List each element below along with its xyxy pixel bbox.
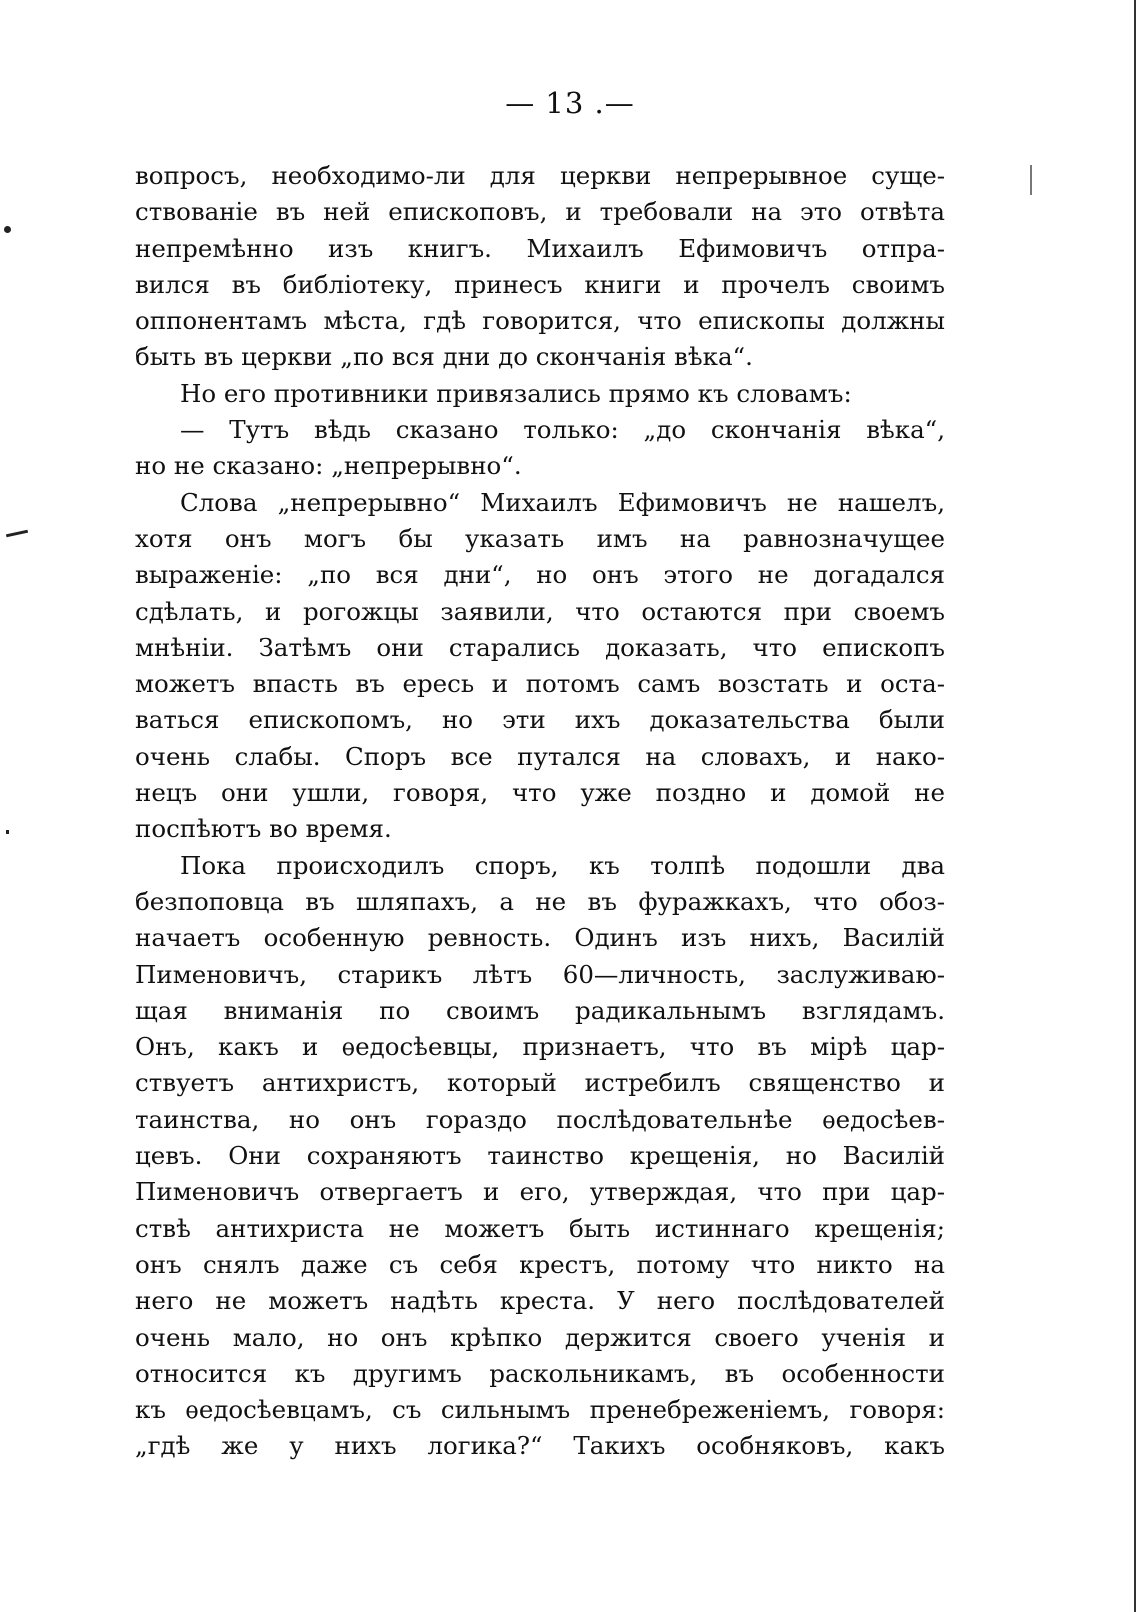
text-line: ствуетъ антихристъ, который истребилъ священство и xyxy=(135,1068,945,1098)
text-line: ствѣ антихриста не можетъ быть истиннаго крещенія; xyxy=(135,1213,945,1243)
text-line: Слова „непрерывно“ Михаилъ Ефимовичъ не нашелъ, xyxy=(180,487,945,517)
text-line: ваться епископомъ, но эти ихъ доказательства были xyxy=(135,705,945,735)
text-line: цевъ. Они сохраняютъ таинство крещенія, но Василій xyxy=(135,1141,945,1171)
text-line: сдѣлать, и рогожцы заявили, что остаются при своемъ xyxy=(135,596,945,626)
scan-speck xyxy=(6,830,9,834)
text-line: таинства, но онъ гораздо послѣдовательнѣе ѳедосѣев- xyxy=(135,1104,945,1134)
scan-edge-line xyxy=(1134,0,1136,1612)
text-line: безпоповца въ шляпахъ, а не въ фуражкахъ, что обоз- xyxy=(135,886,945,916)
text-line: мнѣніи. Затѣмъ они старались доказать, что епископъ xyxy=(135,632,945,662)
scan-mark xyxy=(6,530,28,538)
text-line: можетъ впасть въ ересь и потомъ самъ возстать и оста- xyxy=(135,669,945,699)
text-line: онъ снялъ даже съ себя крестъ, потому что никто на xyxy=(135,1249,945,1279)
text-line: Пока происходилъ споръ, къ толпѣ подошли два xyxy=(180,850,945,880)
text-line: относится къ другимъ раскольникамъ, въ особенности xyxy=(135,1358,945,1388)
text-line: поспѣютъ во время. xyxy=(135,814,392,844)
text-line: Пименовичъ отвергаетъ и его, утверждая, что при цар- xyxy=(135,1177,945,1207)
scan-speck xyxy=(1030,165,1032,195)
text-line: ствованіе въ ней епископовъ, и требовали на это отвѣта xyxy=(135,197,945,227)
text-line: непремѣнно изъ книгъ. Михаилъ Ефимовичъ отпра- xyxy=(135,233,945,263)
text-line: очень слабы. Споръ все путался на словахъ, и нако- xyxy=(135,741,945,771)
text-line: вопросъ, необходимо-ли для церкви непрерывное суще- xyxy=(135,161,945,190)
text-line: „гдѣ же у нихъ логика?“ Такихъ особняковъ, какъ xyxy=(135,1431,945,1461)
text-line: къ ѳедосѣевцамъ, съ сильнымъ пренебреженіемъ, говоря: xyxy=(135,1395,945,1425)
text-line: щая вниманія по своимъ радикальнымъ взглядамъ. xyxy=(135,995,945,1025)
body-text xyxy=(135,158,945,1465)
text-line: начаетъ особенную ревность. Одинъ изъ нихъ, Василій xyxy=(135,923,945,953)
text-line: — Тутъ вѣдь сказано только: „до скончанія вѣка“, xyxy=(180,415,945,445)
text-line: быть въ церкви „по вся дни до скончанія вѣка“. xyxy=(135,342,753,372)
text-line: Онъ, какъ и ѳедосѣевцы, признаетъ, что въ мірѣ цар- xyxy=(135,1032,945,1062)
text-line: хотя онъ могъ бы указать имъ на равнозначущее xyxy=(135,523,945,553)
text-line: но не сказано: „непрерывно“. xyxy=(135,451,522,481)
text-line: Но его противники привязались прямо къ словамъ: xyxy=(180,378,852,408)
text-line: вился въ библіотеку, принесъ книги и прочелъ своимъ xyxy=(135,269,945,299)
scan-speck xyxy=(4,226,11,233)
text-line: выраженіе: „по вся дни“, но онъ этого не догадался xyxy=(135,560,945,590)
text-line: Пименовичъ, старикъ лѣтъ 60—личность, заслуживаю- xyxy=(135,959,945,989)
text-line: нецъ они ушли, говоря, что уже поздно и домой не xyxy=(135,778,945,808)
page-number: — 13 .— xyxy=(505,86,635,120)
text-line: очень мало, но онъ крѣпко держится своего ученія и xyxy=(135,1322,945,1352)
text-line: него не можетъ надѣть креста. У него послѣдователей xyxy=(135,1286,945,1316)
text-line: оппонентамъ мѣста, гдѣ говорится, что епископы должны xyxy=(135,306,945,336)
